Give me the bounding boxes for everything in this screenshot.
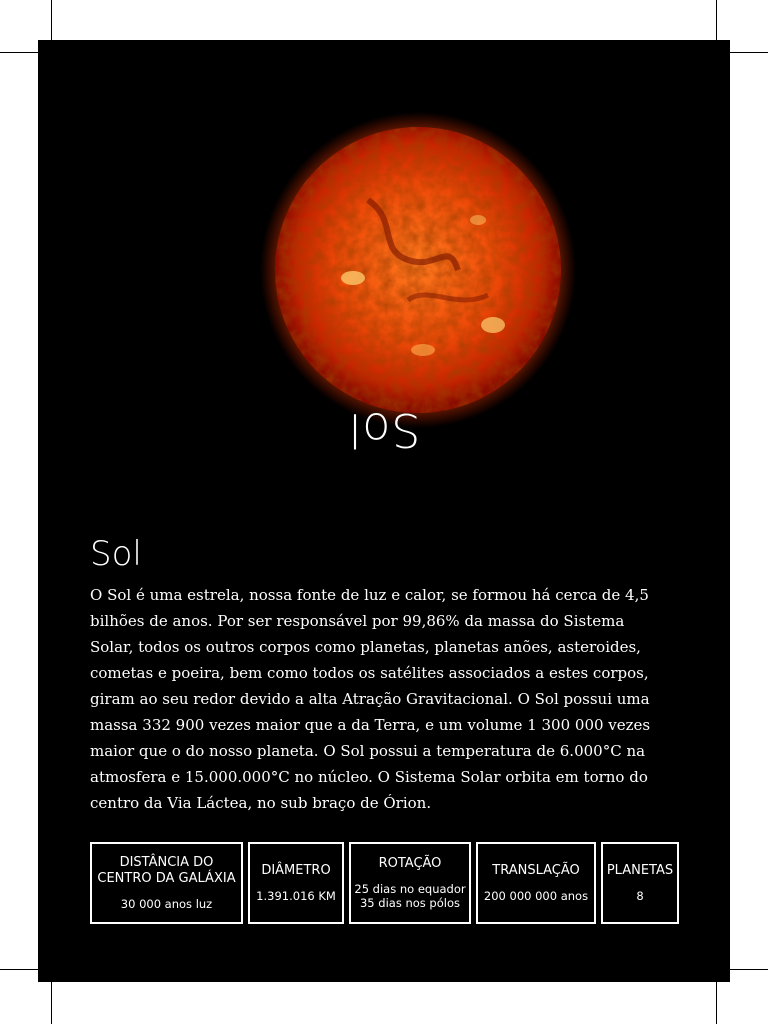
stat-diameter [248,842,344,924]
crop-mark [51,0,52,40]
stat-translation [476,842,596,924]
upside-down-title: Sol [347,403,421,457]
crop-mark [730,52,768,53]
stat-translation-value: 200 000 000 anos [483,889,589,903]
stat-diameter-label: DIÂMETRO [261,863,331,878]
page-title: Sol [90,534,142,574]
stat-planets-value: 8 [636,889,644,903]
stat-distance-label: DISTÂNCIA DO CENTRO DA GALÁXIA [97,855,236,886]
stat-rotation-value-2: 35 dias nos pólos [359,896,460,910]
stat-rotation-label: ROTAÇÃO [378,856,442,871]
stat-diameter-value: 1.391.016 KM [256,889,336,903]
sun-card [38,40,730,982]
stat-translation-label: TRANSLAÇÃO [492,863,580,878]
description: O Sol é uma estrela, nossa fonte de luz e calor, se formou há cerca de 4,5 bilhões de anos. Por ser responsável por 99,86% da massa do Sistema Solar, todos os outros corpos como planetas, planetas anões, asteroides, cometas e poeira, bem como todos os satélites associados a estes corpos, giram ao seu redor devido a alta Atração Gravitacional. O Sol possui uma massa 332 900 vezes maior que a da Terra, e um volume 1 300 000 vezes maior que o do nosso planeta. O Sol possui a temperatura de 6.000°C na atmosfera e 15.000.000°C no núcleo. O Sistema Solar orbita em torno do centro da Via Láctea, no sub braço de Órion. [90,586,651,812]
sun-image [258,110,578,430]
stat-planets [601,842,679,924]
crop-mark [51,982,52,1024]
stat-planets-label: PLANETAS [606,863,674,878]
stat-rotation [349,842,471,924]
crop-mark [730,969,768,970]
crop-mark [716,0,717,40]
stat-rotation-value-1: 25 dias no equador [354,882,466,896]
stat-distance [90,842,243,924]
crop-mark [716,982,717,1024]
stat-distance-value: 30 000 anos luz [120,897,213,911]
crop-mark [0,52,38,53]
crop-mark [0,969,38,970]
